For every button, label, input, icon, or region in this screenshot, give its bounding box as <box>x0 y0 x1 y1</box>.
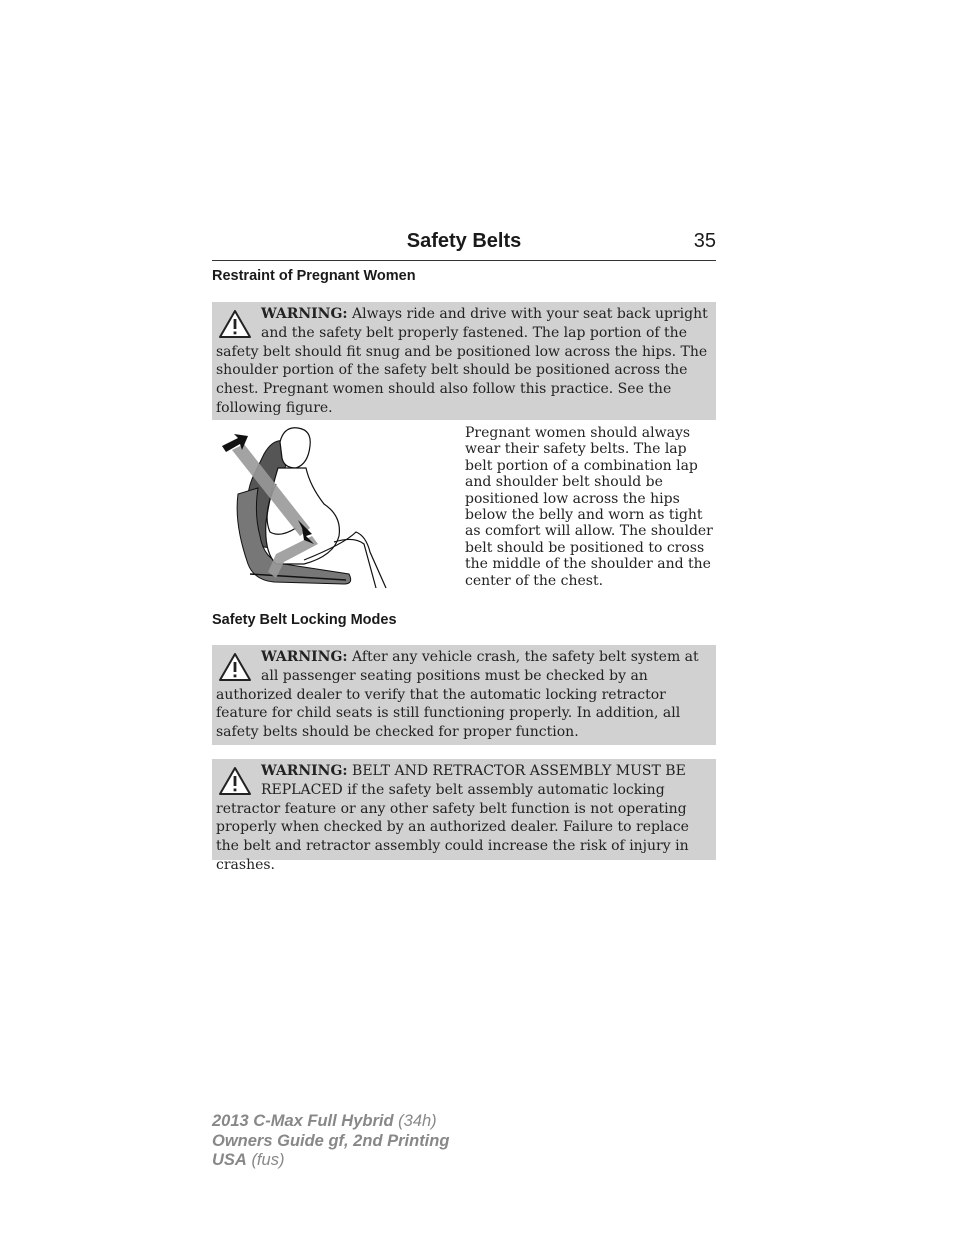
warning-triangle-icon <box>218 309 252 339</box>
section-heading-pregnant: Restraint of Pregnant Women <box>212 268 416 284</box>
footer-line-1: 2013 C-Max Full Hybrid (34h) <box>212 1112 437 1130</box>
page-header <box>212 230 716 261</box>
warning-triangle-icon <box>218 652 252 682</box>
warning-label: WARNING: <box>261 763 348 779</box>
warning-box-pregnant <box>212 302 716 420</box>
page-number: 35 <box>693 230 716 252</box>
warning-triangle-icon <box>218 766 252 796</box>
footer-line-3: USA (fus) <box>212 1151 285 1169</box>
footer-line-2: Owners Guide gf, 2nd Printing <box>212 1131 450 1150</box>
warning-box-locking-1 <box>212 645 716 745</box>
warning-text: Always ride and drive with your seat back upright and the safety belt properly fastened. The lap portion of the safety belt should fit snug and be positioned low across the hips. The shoulder portion of the safety belt should be positioned across the chest. Pregnant women should also follow this practice. See the following figure. <box>216 306 708 416</box>
warning-text: BELT AND RETRACTOR ASSEMBLY MUST BE REPLACED if the safety belt assembly automatic locking retractor feature or any other safety belt function is not operating properly when checked by an authorized dealer. Failure to replace the belt and retractor assembly could increase the risk of injury in crashes. <box>216 763 689 873</box>
page-title: Safety Belts <box>406 230 522 252</box>
warning-label: WARNING: <box>261 306 348 322</box>
section-heading-locking: Safety Belt Locking Modes <box>212 612 397 628</box>
page-footer <box>212 1112 449 1171</box>
warning-box-locking-2 <box>212 759 716 873</box>
warning-label: WARNING: <box>261 649 348 665</box>
pregnant-body-text: Pregnant women should always wear their safety belts. The lap belt portion of a combination lap and shoulder belt should be positioned low across the hips below the belly and worn as tight as comfort will allow. The shoulder belt should be positioned to cross the middle of the shoulder and the center of the chest. <box>465 425 713 589</box>
pregnant-woman-seatbelt-illustration <box>214 424 394 590</box>
warning-text: After any vehicle crash, the safety belt system at all passenger seating positions must be checked by an authorized dealer to verify that the automatic locking retractor feature for child seats is still functioning properly. In addition, all safety belts should be checked for proper function. <box>216 649 699 741</box>
